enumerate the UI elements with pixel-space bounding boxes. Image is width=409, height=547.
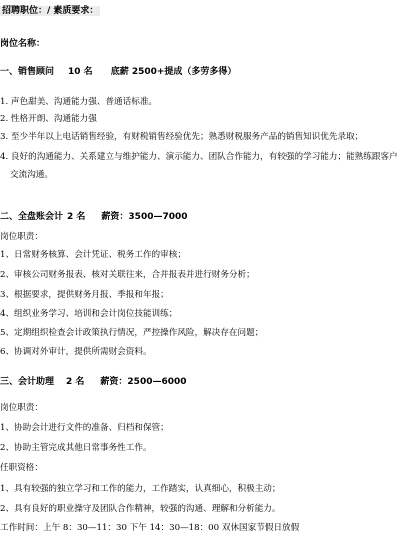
- section-2-item: 2、审核公司财务报表、核对关联往来，合并报表并进行财务分析；: [0, 270, 255, 280]
- section-1-name: 一、销售顾问: [0, 67, 55, 77]
- recruitment-header: [0, 6, 100, 17]
- section-3-req-item: 1、具有较强的独立学习和工作的能力，工作踏实，认真细心，积极主动；: [0, 484, 281, 494]
- recruitment-header-label: 招聘职位：/ 素质要求：: [2, 6, 99, 16]
- section-3-title: [0, 377, 187, 388]
- section-2-item: 6、协调对外审计，提供所需财会资料。: [0, 347, 152, 357]
- position-name-label: 岗位名称：: [0, 39, 46, 49]
- section-2-count: 2 名: [67, 212, 86, 222]
- section-3-req-label: 任职资格：: [0, 463, 43, 473]
- section-2-item: 3、根据要求，提供财务月报、季报和年报；: [0, 290, 169, 300]
- section-1-item: 2. 性格开朗、沟通能力强: [0, 114, 97, 124]
- section-2-item: 4、组织业务学习、培训和会计岗位技能训练；: [0, 309, 178, 319]
- section-2-item: 5、定期组织检查会计政策执行情况，严控操作风险，解决存在问题；: [0, 328, 264, 338]
- section-1-title: [0, 67, 236, 78]
- section-3-salary: 薪资：2500—6000: [100, 377, 187, 387]
- work-time: 工作时间：上午 8：30—11：30 下午 14：30—18：00 双休国家节假日放假: [0, 523, 300, 533]
- section-2-title: [0, 212, 188, 223]
- section-3-count: 2 名: [66, 377, 85, 387]
- section-1-count: 10 名: [68, 67, 93, 77]
- section-3-item: 2、协助主管完成其他日常事务性工作。: [0, 443, 152, 453]
- section-2-duty-label: 岗位职责：: [0, 232, 43, 242]
- section-1-item: 3. 至少半年以上电话销售经验，有财税销售经验优先；熟悉财税服务产品的销售知识优先录取；: [0, 132, 364, 142]
- section-1-item: 1. 声色甜美、沟通能力强、普通话标准。: [0, 97, 158, 107]
- section-3-item: 1、协助会计进行文件的准备、归档和保管；: [0, 423, 169, 433]
- section-2-salary: 薪资：3500—7000: [101, 212, 188, 222]
- section-3-name: 三、会计助理: [0, 377, 55, 387]
- section-2-name: 二、全盘账会计: [0, 212, 64, 222]
- section-1-salary: 底薪 2500+提成（多劳多得）: [110, 67, 237, 77]
- section-2-item: 1、日常财务核算、会计凭证、税务工作的审核；: [0, 250, 186, 260]
- section-1-item: 4. 良好的沟通能力、关系建立与维护能力、演示能力、团队合作能力，有较强的学习能力；能熟练跟客户: [0, 152, 398, 162]
- section-3-duty-label: 岗位职责：: [0, 403, 43, 413]
- section-1-item: 交流沟通。: [10, 170, 53, 180]
- section-3-req-item: 2、具有良好的职业操守及团队合作精神，较强的沟通、理解和分析能力。: [0, 504, 281, 514]
